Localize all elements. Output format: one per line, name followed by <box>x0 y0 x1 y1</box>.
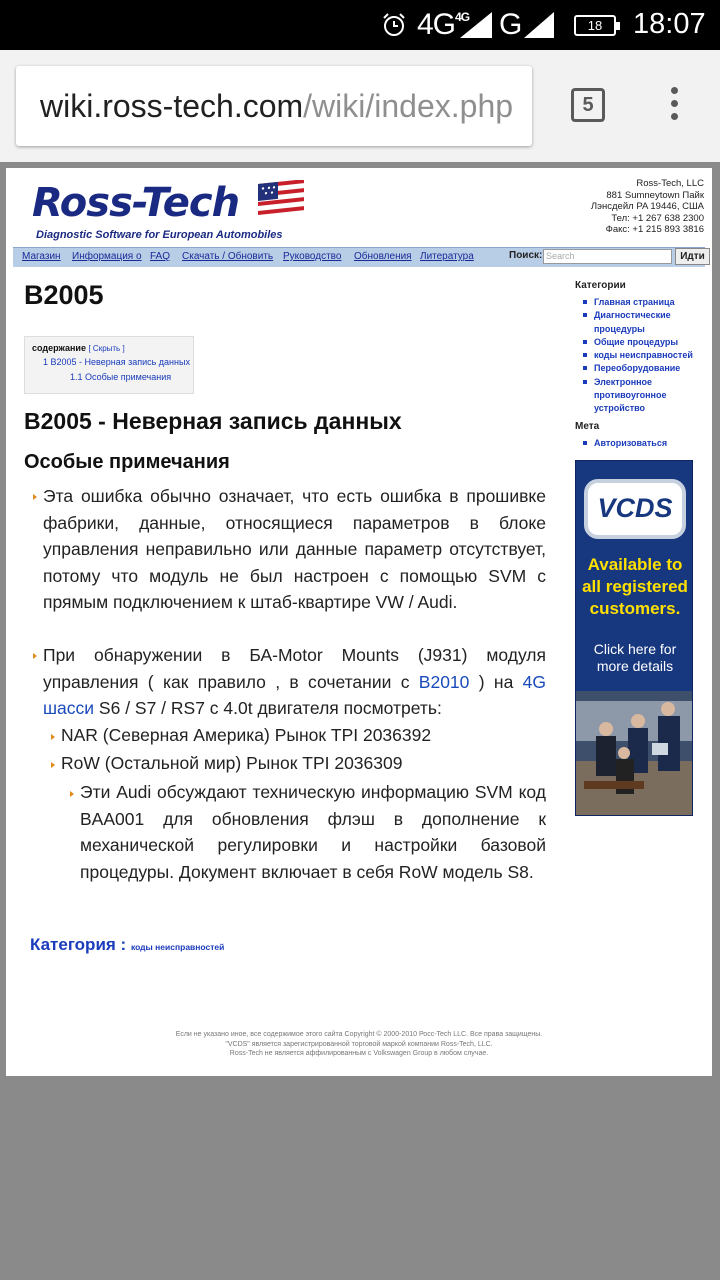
url-bar[interactable] <box>16 66 532 146</box>
site-tagline: Diagnostic Software for European Automobiles <box>36 229 283 241</box>
toc-title: содержание [ Скрыть ] <box>32 343 125 353</box>
site-logo[interactable]: Ross-Tech <box>32 180 240 226</box>
overflow-menu-icon[interactable] <box>660 87 688 127</box>
sidebar-meta-heading: Мета <box>575 420 600 432</box>
link-4g-chassis[interactable]: 4G шасси <box>43 671 546 718</box>
list-item: При обнаружении в БА-Motor Mounts (J931) модуля управления ( как правило , в сочетании с B2010 ) на 4G шасси S6 / S7 / RS7 с 4.0t двигателя посмотреть: <box>43 645 546 718</box>
main-navigation <box>13 247 705 267</box>
vcds-logo: VCDS <box>584 479 686 539</box>
network-type-label-2: G <box>499 8 523 41</box>
sidebar-item[interactable]: Переоборудование <box>575 362 700 375</box>
bullet-icon <box>70 791 74 797</box>
sidebar <box>575 280 700 450</box>
browser-toolbar <box>0 50 720 162</box>
ad-headline: Available to all registered customers. <box>582 555 688 618</box>
nav-item-faq[interactable]: FAQ <box>150 251 171 262</box>
sidebar-categories-heading: Категории <box>575 280 626 291</box>
list-item: NAR (Северная Америка) Рынок TPI 2036392 <box>61 725 432 745</box>
page-title: B2005 <box>24 280 104 310</box>
site-header <box>6 168 712 248</box>
bullet-icon <box>33 494 37 500</box>
company-address: Ross-Tech, LLC 881 Sumneytown Пайк Лэнсдейл PA 19446, США Тел: +1 267 638 2300 Факс: +1 215 893 3816 <box>590 178 704 235</box>
search-input[interactable]: Search <box>543 249 672 264</box>
status-bar <box>0 0 720 50</box>
ad-cta: Click here for more details <box>593 641 677 674</box>
search-label: Поиск: <box>509 250 543 261</box>
battery-icon: 18 <box>574 15 616 36</box>
list-item: Эти Audi обсуждают техническую информацию SVM код BAA001 для обновления флэш в дополнение к механической регулировки и настройки базовой процедуры. Документ включает в себя RoW модель S8. <box>80 782 546 882</box>
category-link[interactable]: коды неисправностей <box>130 942 225 952</box>
subsection-heading: Особые примечания <box>24 451 230 473</box>
tab-switcher-button[interactable]: 5 <box>571 88 605 122</box>
category-footer: Категория : коды неисправностей <box>30 935 225 954</box>
alarm-icon <box>382 13 406 37</box>
link-b2010[interactable]: B2010 <box>418 671 470 692</box>
signal-icon <box>460 12 492 38</box>
sidebar-item-login[interactable]: Авторизоваться <box>575 437 700 450</box>
section-heading: B2005 - Неверная запись данных <box>24 408 402 434</box>
nav-item-literature[interactable]: Литература <box>420 251 474 262</box>
bullet-icon <box>51 734 55 740</box>
table-of-contents <box>24 336 194 394</box>
clock: 18:07 <box>633 8 706 40</box>
sidebar-item[interactable]: коды неисправностей <box>575 349 700 362</box>
toc-hide-link[interactable]: [ Скрыть ] <box>88 344 125 353</box>
page-footer: Если не указано иное, все содержимое этого сайта Copyright © 2000-2010 Росс-Tech LLC. Все права защищены. "VCDS" является зарегистрированной торговой маркой компании Ross-Tech, LLC. Ross-Tech не является аффилированным с Volkswagen Group в любом случае. <box>175 1031 543 1057</box>
sidebar-item[interactable]: Диагностические процедуры <box>575 309 700 336</box>
sidebar-item[interactable]: Главная страница <box>575 296 700 309</box>
bullet-icon <box>51 762 55 768</box>
nav-item-manual[interactable]: Руководство <box>283 251 342 262</box>
list-item: RoW (Остальной мир) Рынок TPI 2036309 <box>61 753 403 773</box>
sidebar-item[interactable]: Электронное противоугонное устройство <box>575 376 700 416</box>
nav-item-shop[interactable]: Магазин <box>22 251 61 262</box>
network-type-label: $4G^{4G}$ <box>417 8 470 41</box>
sidebar-item[interactable]: Общие процедуры <box>575 336 700 349</box>
bullet-icon <box>33 653 37 659</box>
us-flag-icon <box>258 180 306 220</box>
ad-photo-image <box>576 691 693 816</box>
vcds-ad-banner[interactable] <box>575 460 693 816</box>
toc-item[interactable]: 1.1 Особые примечания <box>70 372 172 382</box>
url-path: /wiki/index.php <box>303 88 514 124</box>
nav-item-download[interactable]: Скачать / Обновить <box>182 251 274 262</box>
url-host: wiki.ross-tech.com <box>40 88 304 124</box>
nav-item-updates[interactable]: Обновления <box>354 251 412 262</box>
signal-icon-2 <box>524 12 554 38</box>
toc-item[interactable]: 1 B2005 - Неверная запись данных <box>43 357 190 367</box>
nav-item-info[interactable]: Информация о <box>72 251 142 262</box>
web-page <box>6 168 712 1076</box>
search-button[interactable]: Идти <box>675 248 710 265</box>
list-item: Эта ошибка обычно означает, что есть ошибка в прошивке фабрики, данные, относящиеся параметров в блоке управления неправильно или данные параметр отсутствует, потому что модуль не был настроен с помощью SVM с прямым подключением к штаб-квартире VW / Audi. <box>43 486 546 612</box>
